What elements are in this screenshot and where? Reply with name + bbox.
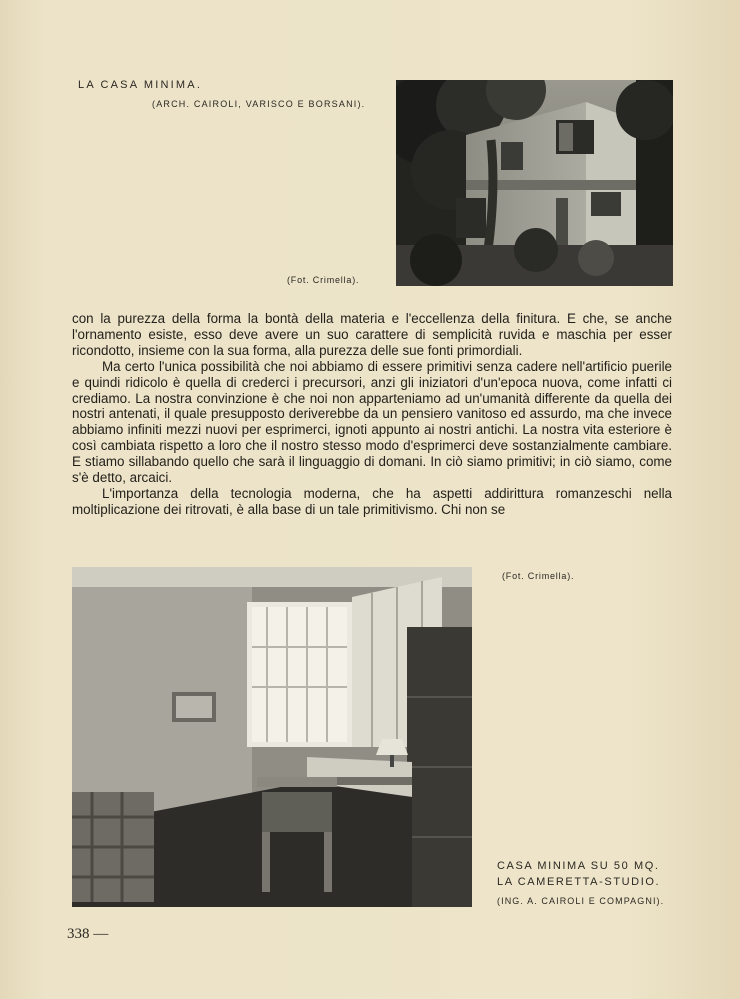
caption-room-line1: CASA MINIMA SU 50 MQ.	[497, 860, 660, 872]
paragraph: Ma certo l'unica possibilità che noi abbiamo di essere primitivi senza cadere nell'artificio puerile e quindi ridicolo è quella di crederci i precursori, anzi gli iniziatori d'un'epoca nuova, come infatti ci crediamo. La nostra convinzione è che noi non apparteniamo ad un'umanità differente da quella dei nostri antenati, il quale presupposto deriverebbe da un pensiero vanitoso ed assurdo, ma che invece abbiamo infiniti mezzi nuovi per esprimerci, ignoti appunto ai nostri antichi. La nostra vita esteriore è così cambiata rispetto a loro che il nostro stesso modo d'esprimerci deve sostanzialmente cambiare. E stiamo sillabando quello che sarà il linguaggio di domani. In ciò siamo primitivi; in ciò siamo, come s'è detto, arcaici.	[72, 358, 672, 486]
photo-credit-bottom: (Fot. Crimella).	[502, 571, 575, 581]
article-body	[72, 311, 672, 518]
caption-room-credit: (ING. A. CAIROLI E COMPAGNI).	[497, 896, 665, 906]
caption-room-line2: LA CAMERETTA-STUDIO.	[497, 876, 661, 888]
house-exterior-photo	[396, 80, 673, 286]
paragraph: L'importanza della tecnologia moderna, che ha aspetti addirittura romanzeschi nella moltiplicazione dei ritrovati, è alla base di un tale primitivismo. Chi non se	[72, 485, 672, 517]
photo-credit-top: (Fot. Crimella).	[287, 275, 360, 285]
paragraph: con la purezza della forma la bontà della materia e l'eccellenza della finitura. E che, se anche l'ornamento esiste, esso deve avere un suo carattere di semplicità ruvida e maschia per esser ricondotto, insieme con la sua forma, alla purezza delle sue fonti primordiali.	[72, 311, 672, 358]
caption-architects: (ARCH. CAIROLI, VARISCO E BORSANI).	[152, 99, 366, 109]
page-number: 338 —	[67, 926, 109, 942]
house-photo-drawing	[396, 80, 673, 286]
room-photo-drawing	[72, 567, 472, 907]
room-interior-photo	[72, 567, 472, 907]
caption-title: LA CASA MINIMA.	[78, 79, 203, 91]
